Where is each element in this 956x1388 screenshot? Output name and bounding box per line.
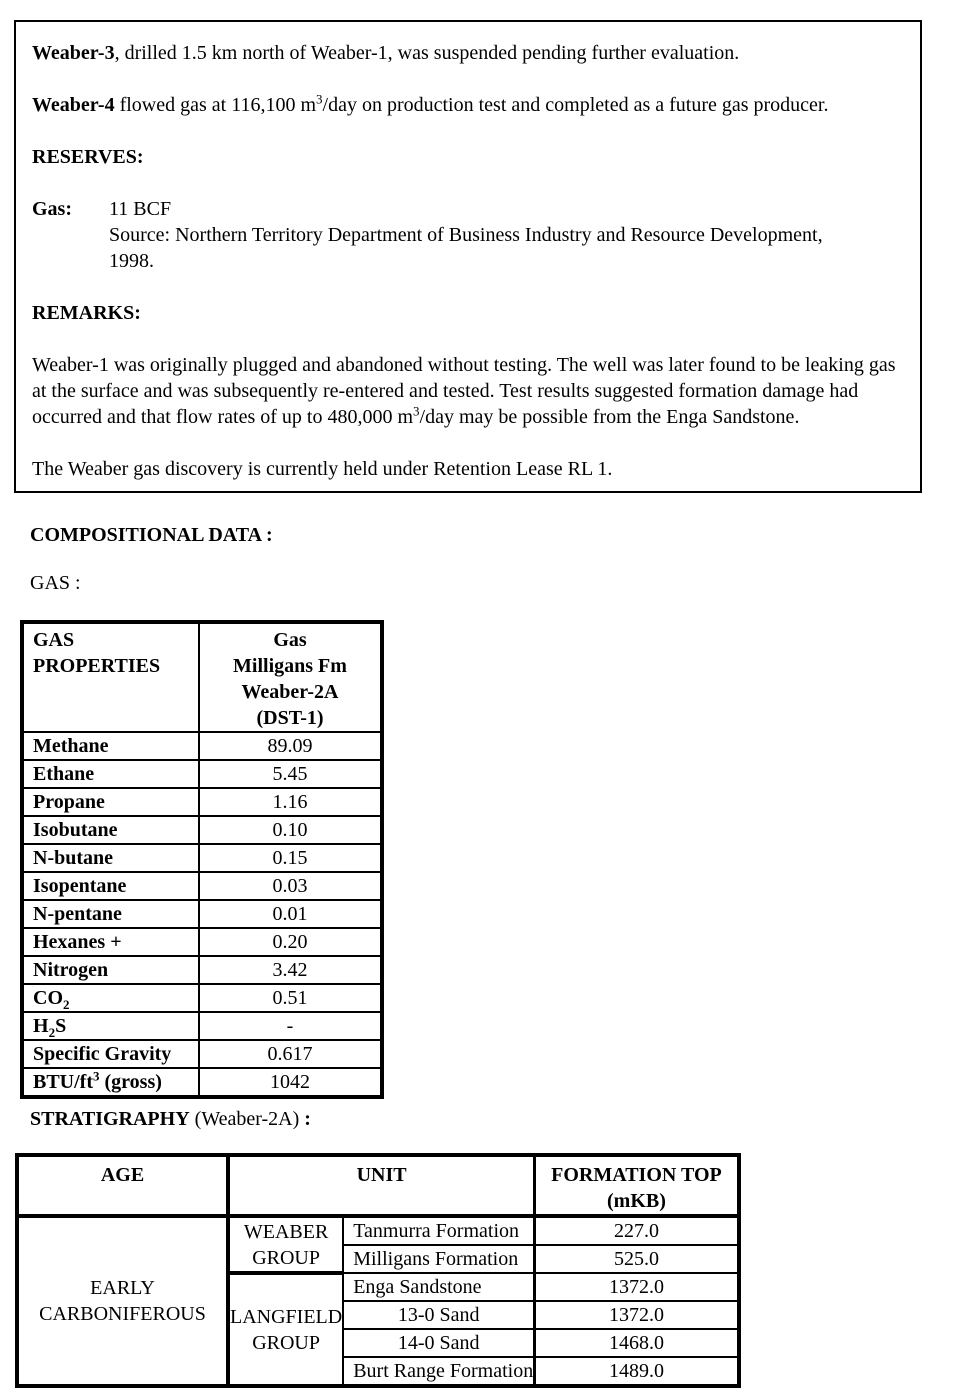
gas-property-name: [22, 984, 199, 1012]
gas-property-name: [22, 1040, 199, 1068]
text-line: Milligans Fm: [233, 655, 347, 677]
formation-name: 13-0 Sand: [343, 1301, 534, 1329]
formation-top: 525.0: [535, 1245, 739, 1273]
text-segment: H: [33, 1015, 49, 1037]
formation-top: 1372.0: [535, 1301, 739, 1329]
gas-table-row: [22, 900, 382, 928]
text-line: GAS: [33, 629, 75, 651]
text-line: Weaber-2A: [241, 681, 339, 703]
gas-property-value: 0.51: [199, 984, 382, 1012]
gas-property-value: 0.01: [199, 900, 382, 928]
paragraph-weaber-4: [32, 92, 904, 118]
text-line: GROUP: [252, 1246, 320, 1269]
text-segment: /day may be possible from the Enga Sandstone.: [419, 406, 800, 428]
text-segment: 3: [413, 403, 420, 419]
text-segment: :: [304, 1108, 311, 1130]
gas-property-name: [22, 788, 199, 816]
gas-property-value: 0.10: [199, 816, 382, 844]
gas-table-col2-header: [199, 622, 382, 732]
text-line: 1998.: [109, 250, 154, 272]
gas-table-row: [22, 956, 382, 984]
text-segment: /day on production test and completed as a future gas producer.: [322, 94, 829, 116]
formation-name: Enga Sandstone: [343, 1273, 534, 1301]
text-segment: Weaber-4: [32, 94, 115, 116]
text-segment: 2: [63, 997, 70, 1012]
stratigraphy-table: [15, 1153, 741, 1388]
gas-property-name: [22, 872, 199, 900]
gas-property-value: 3.42: [199, 956, 382, 984]
well-summary-box: [14, 20, 922, 493]
formation-name: Burt Range Formation: [343, 1357, 534, 1386]
text-segment: S: [55, 1015, 67, 1037]
text-line: (DST-1): [256, 707, 324, 729]
formation-top: 1489.0: [535, 1357, 739, 1386]
remarks-paragraph: [32, 352, 904, 430]
gas-property-value: 0.15: [199, 844, 382, 872]
gas-table-row: [22, 788, 382, 816]
text-segment: Weaber-1 was originally plugged and abandoned without testing. The well was later found to be leaking gas at the surface and was subsequently re-entered and tested. Test results suggested formation damage had occurred and that flow rates of up to 480,000 m: [32, 354, 896, 428]
formation-name: Tanmurra Formation: [343, 1216, 534, 1245]
gas-property-name: [22, 956, 199, 984]
paragraph-weaber-3: [32, 40, 904, 66]
gas-table-row: [22, 844, 382, 872]
age-column-header: AGE: [17, 1155, 228, 1216]
gas-property-name: [22, 844, 199, 872]
formation-top-column-header: [535, 1155, 739, 1216]
remarks-heading: REMARKS:: [32, 302, 141, 324]
gas-property-value: 0.617: [199, 1040, 382, 1068]
formation-top: 1468.0: [535, 1329, 739, 1357]
gas-property-value: 0.03: [199, 872, 382, 900]
text-segment: Weaber-3: [32, 42, 115, 64]
formation-top: 227.0: [535, 1216, 739, 1245]
closing-paragraph: [32, 456, 904, 482]
gas-table-row: [22, 1040, 382, 1068]
formation-top: 1372.0: [535, 1273, 739, 1301]
gas-table-row: [22, 732, 382, 760]
text-line: WEABER: [243, 1220, 329, 1243]
text-segment: 3: [316, 91, 323, 107]
text-segment: BTU/ft: [33, 1071, 93, 1093]
text-segment: N-pentane: [33, 903, 122, 925]
text-line: Source: Northern Territory Department of Business Industry and Resource Development,: [109, 224, 823, 246]
reserves-heading: RESERVES:: [32, 146, 144, 168]
stratigraphy-heading: [30, 1106, 311, 1132]
text-line: CARBONIFEROUS: [39, 1303, 206, 1325]
compositional-data-heading: COMPOSITIONAL DATA :: [30, 524, 273, 546]
text-line: 11 BCF: [109, 198, 172, 220]
gas-property-name: [22, 928, 199, 956]
text-segment: The Weaber gas discovery is currently held under Retention Lease RL 1.: [32, 458, 613, 480]
formation-name: Milligans Formation: [343, 1245, 534, 1273]
gas-subheading: GAS :: [30, 572, 81, 594]
text-segment: Isobutane: [33, 819, 118, 841]
gas-reserves-lines: [109, 196, 823, 274]
gas-reserves-label: Gas:: [32, 198, 72, 220]
text-line: Gas: [273, 629, 307, 651]
text-segment: Specific Gravity: [33, 1043, 172, 1065]
gas-table-row: [22, 1012, 382, 1040]
weaber-group-cell: [228, 1216, 343, 1273]
gas-property-value: 1042: [199, 1068, 382, 1097]
langfield-group-cell: [228, 1273, 343, 1386]
gas-table-header-row: [22, 622, 382, 732]
text-line: (mKB): [607, 1190, 666, 1212]
gas-property-name: [22, 760, 199, 788]
gas-table-col1-header: [22, 622, 199, 732]
gas-property-value: 1.16: [199, 788, 382, 816]
text-segment: Methane: [33, 735, 109, 757]
text-segment: STRATIGRAPHY: [30, 1108, 190, 1130]
text-segment: Propane: [33, 791, 105, 813]
text-line: GROUP: [252, 1331, 320, 1354]
text-segment: (Weaber-2A): [189, 1108, 305, 1130]
stratigraphy-header-row: [17, 1155, 739, 1216]
gas-property-name: [22, 900, 199, 928]
gas-property-name: [22, 816, 199, 844]
text-segment: N-butane: [33, 847, 114, 869]
text-line: EARLY: [90, 1277, 155, 1299]
gas-table-row: [22, 1068, 382, 1097]
gas-property-name: [22, 732, 199, 760]
text-line: FORMATION TOP: [551, 1164, 722, 1186]
gas-table-row: [22, 928, 382, 956]
age-cell: [17, 1216, 228, 1386]
gas-property-value: -: [199, 1012, 382, 1040]
table-row: [17, 1216, 739, 1245]
text-segment: Ethane: [33, 763, 95, 785]
gas-property-value: 5.45: [199, 760, 382, 788]
text-segment: Isopentane: [33, 875, 127, 897]
gas-table-row: [22, 760, 382, 788]
text-segment: , drilled 1.5 km north of Weaber-1, was suspended pending further evaluation.: [114, 42, 740, 64]
gas-table-row: [22, 872, 382, 900]
gas-table-row: [22, 816, 382, 844]
gas-table-body: [22, 732, 382, 1097]
text-segment: 2: [48, 1025, 56, 1040]
gas-table-header: [22, 622, 382, 732]
formation-name: 14-0 Sand: [343, 1329, 534, 1357]
gas-property-value: 0.20: [199, 928, 382, 956]
text-segment: 3: [93, 1068, 100, 1084]
gas-properties-table: [20, 620, 384, 1099]
text-line: LANGFIELD: [230, 1305, 343, 1328]
gas-property-name: [22, 1012, 199, 1040]
text-segment: Nitrogen: [33, 959, 109, 981]
unit-column-header: UNIT: [228, 1155, 535, 1216]
text-segment: flowed gas at 116,100 m: [114, 94, 317, 116]
text-segment: CO: [33, 987, 63, 1009]
text-segment: Hexanes +: [33, 931, 122, 953]
gas-property-name: [22, 1068, 199, 1097]
text-segment: (gross): [99, 1071, 162, 1093]
gas-table-row: [22, 984, 382, 1012]
text-line: PROPERTIES: [33, 655, 161, 677]
gas-property-value: 89.09: [199, 732, 382, 760]
gas-reserves-row: [32, 196, 904, 274]
